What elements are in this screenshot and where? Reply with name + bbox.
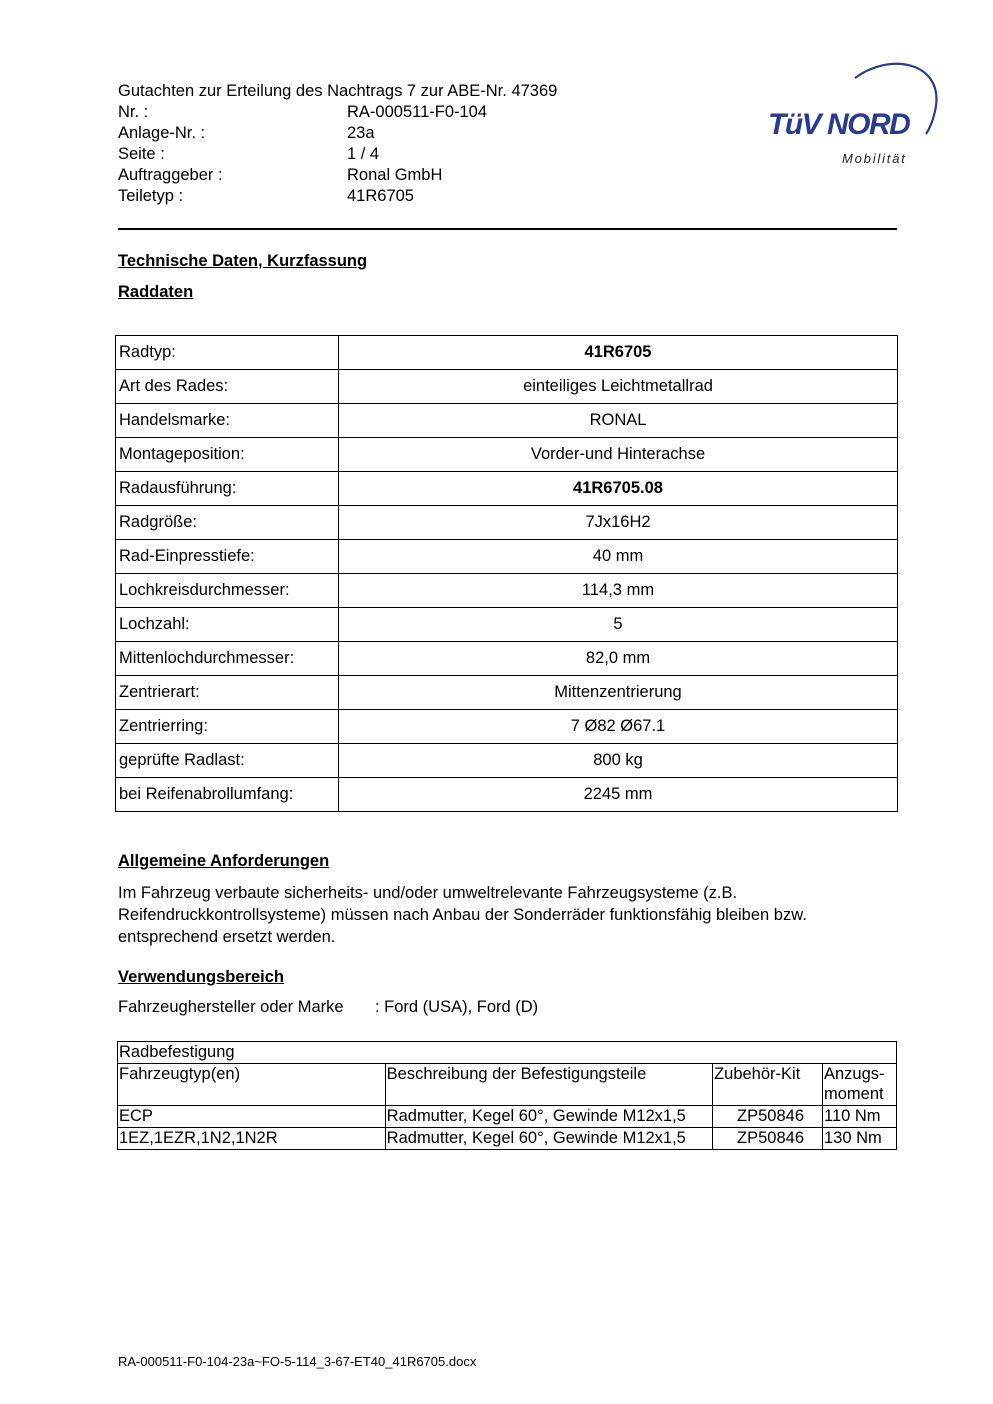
table-row [116, 676, 898, 710]
row-value: 7 Ø82 Ø67.1 [339, 710, 898, 744]
header-value: 1 / 4 [347, 145, 380, 163]
row-value: 5 [339, 608, 898, 642]
table-row [116, 642, 898, 676]
column-header: Fahrzeugtyp(en) [118, 1064, 386, 1106]
row-label: Art des Rades: [116, 370, 339, 404]
mounting-header-row [118, 1064, 897, 1106]
table-row [116, 710, 898, 744]
table-row [116, 778, 898, 812]
row-label: Radausführung: [116, 472, 339, 506]
row-value: Vorder-und Hinterachse [339, 438, 898, 472]
row-value: 114,3 mm [339, 574, 898, 608]
table-row [116, 574, 898, 608]
row-value: 82,0 mm [339, 642, 898, 676]
usage-label: Fahrzeughersteller oder Marke [118, 998, 344, 1016]
usage-line [118, 998, 538, 1017]
row-value: Mittenzentrierung [339, 676, 898, 710]
table-cell: ZP50846 [713, 1128, 823, 1150]
header-value: RA-000511-F0-104 [347, 103, 488, 121]
footer-filename: RA-000511-F0-104-23a~FO-5-114_3-67-ET40_41R6705.docx [118, 1354, 477, 1369]
row-value: 40 mm [339, 540, 898, 574]
row-label: Zentrierart: [116, 676, 339, 710]
table-row [116, 608, 898, 642]
column-header: Zubehör-Kit [713, 1064, 823, 1106]
row-value: einteiliges Leichtmetallrad [339, 370, 898, 404]
header-value: 41R6705 [347, 187, 414, 205]
usage-value: : Ford (USA), Ford (D) [375, 998, 539, 1016]
header-value: 23a [347, 124, 375, 142]
header-row-teiletyp [118, 186, 678, 207]
document-title: Gutachten zur Erteilung des Nachtrags 7 zur ABE-Nr. 47369 [118, 82, 558, 100]
row-label: Montageposition: [116, 438, 339, 472]
section-allgemeine-anforderungen: Allgemeine Anforderungen [118, 852, 330, 870]
header-key: Anlage-Nr. : [118, 124, 206, 142]
column-header: Beschreibung der Befestigungsteile [385, 1064, 712, 1106]
logo-subtitle: Mobilität [842, 151, 907, 166]
row-label: Mittenlochdurchmesser: [116, 642, 339, 676]
header-key: Seite : [118, 145, 165, 163]
row-label: Rad-Einpresstiefe: [116, 540, 339, 574]
row-label: Handelsmarke: [116, 404, 339, 438]
column-header: Anzugs- moment [823, 1064, 897, 1106]
row-value: 2245 mm [339, 778, 898, 812]
requirements-paragraph: Im Fahrzeug verbaute sicherheits- und/oder umweltrelevante Fahrzeugsysteme (z.B. Reifendruckkontrollsysteme) müssen nach Anbau der Sonderräder funktionsfähig bleiben bzw. entsprechend ersetzt werden. [118, 884, 807, 946]
table-cell: ZP50846 [713, 1106, 823, 1128]
table-row [118, 1106, 897, 1128]
header-key: Teiletyp : [118, 187, 184, 205]
row-label: Lochzahl: [116, 608, 339, 642]
mounting-title: Radbefestigung [118, 1042, 897, 1064]
table-cell: 1EZ,1EZR,1N2,1N2R [118, 1128, 386, 1150]
table-row [116, 540, 898, 574]
header-key: Auftraggeber : [118, 166, 223, 184]
table-cell: ECP [118, 1106, 386, 1128]
document-header [118, 81, 678, 207]
row-label: geprüfte Radlast: [116, 744, 339, 778]
row-label: bei Reifenabrollumfang: [116, 778, 339, 812]
tuv-nord-logo [760, 58, 950, 173]
table-row [116, 336, 898, 370]
table-cell: Radmutter, Kegel 60°, Gewinde M12x1,5 [385, 1128, 712, 1150]
header-row-nr [118, 102, 678, 123]
wheel-data-table [115, 335, 898, 812]
table-row [116, 404, 898, 438]
mounting-title-row [118, 1042, 897, 1064]
mounting-table [117, 1041, 897, 1150]
table-row [118, 1128, 897, 1150]
row-label: Lochkreisdurchmesser: [116, 574, 339, 608]
section-raddaten: Raddaten [118, 283, 194, 301]
header-row-seite [118, 144, 678, 165]
row-label: Radgröße: [116, 506, 339, 540]
table-row [116, 438, 898, 472]
row-value: 41R6705 [339, 336, 898, 370]
header-row-anlage [118, 123, 678, 144]
table-cell: Radmutter, Kegel 60°, Gewinde M12x1,5 [385, 1106, 712, 1128]
row-value: 41R6705.08 [339, 472, 898, 506]
section-technische-daten: Technische Daten, Kurzfassung [118, 252, 368, 270]
table-cell: 130 Nm [823, 1128, 897, 1150]
row-value: RONAL [339, 404, 898, 438]
header-divider [118, 228, 897, 230]
row-label: Radtyp: [116, 336, 339, 370]
section-verwendungsbereich: Verwendungsbereich [118, 968, 284, 986]
table-row [116, 506, 898, 540]
table-row [116, 472, 898, 506]
header-key: Nr. : [118, 103, 149, 121]
table-row [116, 744, 898, 778]
table-cell: 110 Nm [823, 1106, 897, 1128]
logo-wordmark: TüV NORD [768, 108, 910, 141]
table-row [116, 370, 898, 404]
header-row-auftraggeber [118, 165, 678, 186]
row-value: 7Jx16H2 [339, 506, 898, 540]
header-value: Ronal GmbH [347, 166, 443, 184]
row-label: Zentrierring: [116, 710, 339, 744]
row-value: 800 kg [339, 744, 898, 778]
